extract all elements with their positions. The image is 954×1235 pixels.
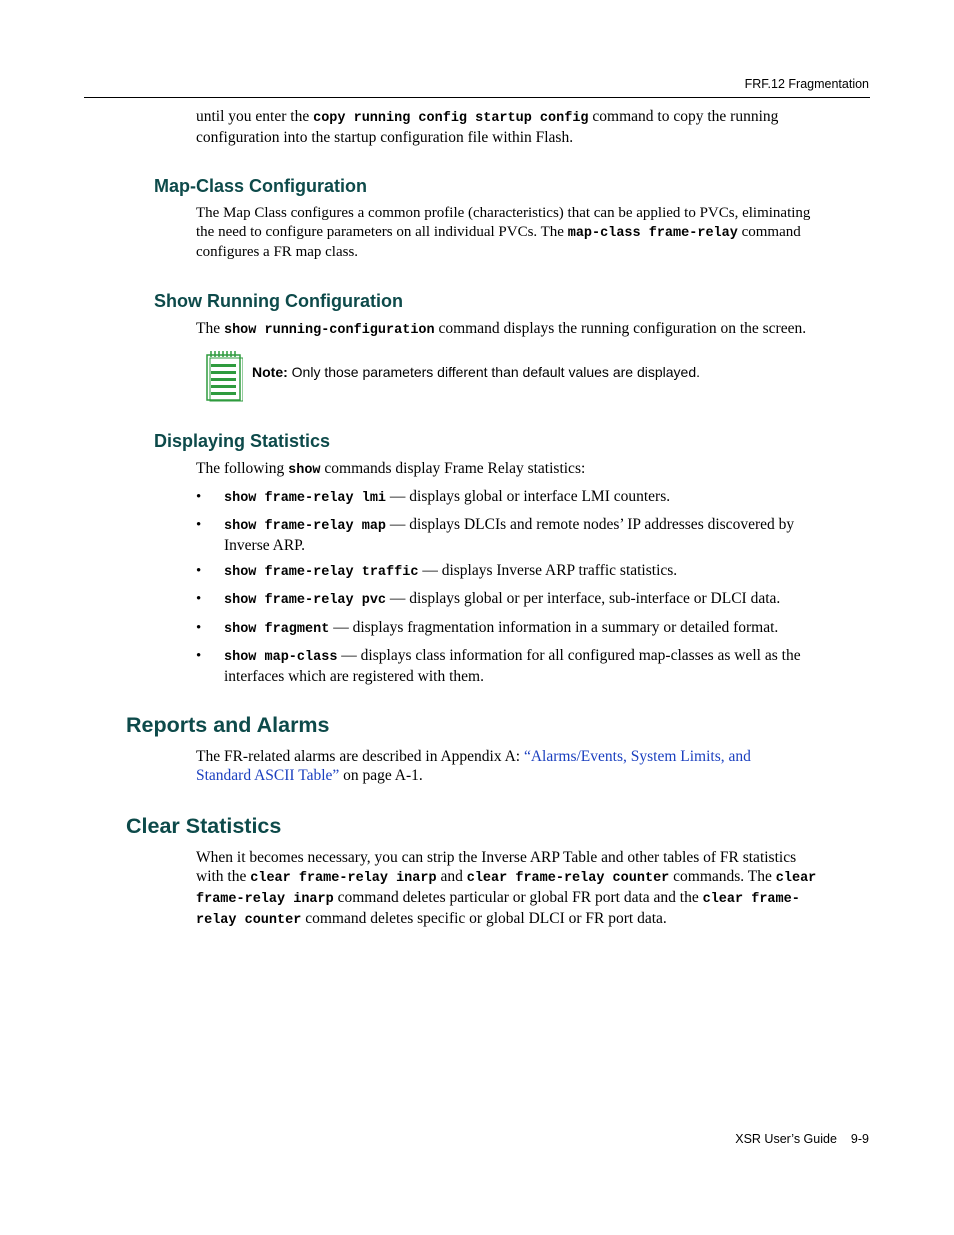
list-item-text: — displays Inverse ARP traffic statistics. bbox=[418, 562, 678, 579]
list-item-cont: Inverse ARP. bbox=[224, 536, 305, 554]
clear-stats-paragraph bbox=[196, 848, 866, 930]
notepad-icon bbox=[205, 350, 243, 402]
list-item bbox=[224, 647, 864, 686]
clear-stats-heading: Clear Statistics bbox=[126, 814, 282, 838]
intro-paragraph bbox=[196, 107, 866, 147]
list-item-command: show frame-relay pvc bbox=[224, 593, 387, 608]
note-label: Note: bbox=[252, 364, 288, 380]
map-class-heading: Map-Class Configuration bbox=[154, 176, 368, 196]
list-item bbox=[224, 488, 864, 509]
list-item-command: show frame-relay traffic bbox=[224, 565, 419, 580]
intro-text: until you enter the bbox=[196, 108, 314, 125]
list-item-command: show frame-relay lmi bbox=[224, 491, 387, 506]
reports-pre: The FR-related alarms are described in Appendix A: bbox=[196, 748, 524, 765]
note-text bbox=[252, 364, 700, 380]
show-running-pre: The bbox=[196, 320, 224, 337]
reports-heading: Reports and Alarms bbox=[126, 713, 330, 737]
clear-line2-mid: and bbox=[436, 868, 467, 885]
map-class-command: map-class frame-relay bbox=[567, 226, 738, 241]
header-rule bbox=[84, 97, 870, 98]
map-class-line3: configures a FR map class. bbox=[196, 244, 359, 260]
list-item-text: — displays global or interface LMI counters. bbox=[386, 488, 671, 505]
page-footer bbox=[735, 1132, 869, 1146]
show-running-command: show running-configuration bbox=[223, 323, 435, 338]
map-class-line1: The Map Class configures a common profile (characteristics) that can be applied to PVCs, eliminating bbox=[196, 205, 811, 221]
displaying-stats-heading: Displaying Statistics bbox=[154, 431, 331, 451]
clear-frame-command: clear frame- bbox=[702, 892, 800, 907]
list-item-text: — displays class information for all configured map-classes as well as the bbox=[337, 647, 801, 664]
map-class-line2: the need to configure parameters on all individual PVCs. The bbox=[196, 224, 568, 240]
clear-inarp-command: clear frame-relay inarp bbox=[250, 871, 437, 886]
clear-frame-command-cont: relay counter bbox=[196, 913, 302, 928]
intro-command: copy running config startup config bbox=[313, 111, 589, 126]
list-item bbox=[224, 562, 864, 583]
map-class-line2-post: command bbox=[737, 224, 801, 240]
list-item-command: show fragment bbox=[224, 622, 330, 637]
clear-command-cont: frame-relay inarp bbox=[196, 892, 334, 907]
show-running-paragraph bbox=[196, 319, 866, 340]
link-line2[interactable]: Standard ASCII Table” bbox=[196, 767, 340, 784]
show-running-post: command displays the running configuration on the screen. bbox=[434, 320, 807, 337]
list-item-text: — displays global or per interface, sub-interface or DLCI data. bbox=[386, 590, 781, 607]
list-item-command: show map-class bbox=[224, 650, 338, 665]
clear-counter-command: clear frame-relay counter bbox=[466, 871, 670, 886]
running-header: FRF.12 Fragmentation bbox=[744, 77, 869, 91]
clear-line4-post: command deletes specific or global DLCI or FR port data. bbox=[301, 910, 667, 927]
footer-guide-title: XSR User’s Guide bbox=[735, 1132, 837, 1146]
reports-paragraph bbox=[196, 747, 866, 785]
list-item-command: show frame-relay map bbox=[224, 519, 387, 534]
clear-line2-pre: with the bbox=[196, 868, 251, 885]
stats-intro-post: commands display Frame Relay statistics: bbox=[320, 460, 586, 477]
map-class-paragraph bbox=[196, 204, 866, 262]
stats-intro-pre: The following bbox=[196, 460, 289, 477]
list-item-cont: interfaces which are registered with them. bbox=[224, 667, 484, 685]
clear-command-start: clear bbox=[775, 871, 817, 886]
list-item-text: — displays fragmentation information in a summary or detailed format. bbox=[329, 619, 779, 636]
stats-intro-command: show bbox=[288, 463, 321, 478]
clear-line2-post: commands. The bbox=[669, 868, 776, 885]
list-item bbox=[224, 590, 864, 611]
intro-text-3: configuration into the startup configuration file within Flash. bbox=[196, 129, 574, 146]
clear-line3-mid: command deletes particular or global FR port data and the bbox=[333, 889, 703, 906]
intro-text-2: command to copy the running bbox=[588, 108, 779, 125]
footer-page-number: 9-9 bbox=[850, 1132, 869, 1146]
clear-line1: When it becomes necessary, you can strip the Inverse ARP Table and other tables of FR statistics bbox=[196, 849, 797, 866]
list-item bbox=[224, 516, 864, 555]
list-item-text: — displays DLCIs and remote nodes’ IP addresses discovered by bbox=[386, 516, 795, 533]
list-item bbox=[224, 619, 864, 640]
displaying-stats-intro bbox=[196, 459, 866, 480]
show-running-heading: Show Running Configuration bbox=[154, 291, 403, 311]
link-line1[interactable]: “Alarms/Events, System Limits, and bbox=[523, 748, 751, 765]
note-body: Only those parameters different than default values are displayed. bbox=[287, 364, 700, 380]
reports-post: on page A-1. bbox=[339, 767, 423, 784]
